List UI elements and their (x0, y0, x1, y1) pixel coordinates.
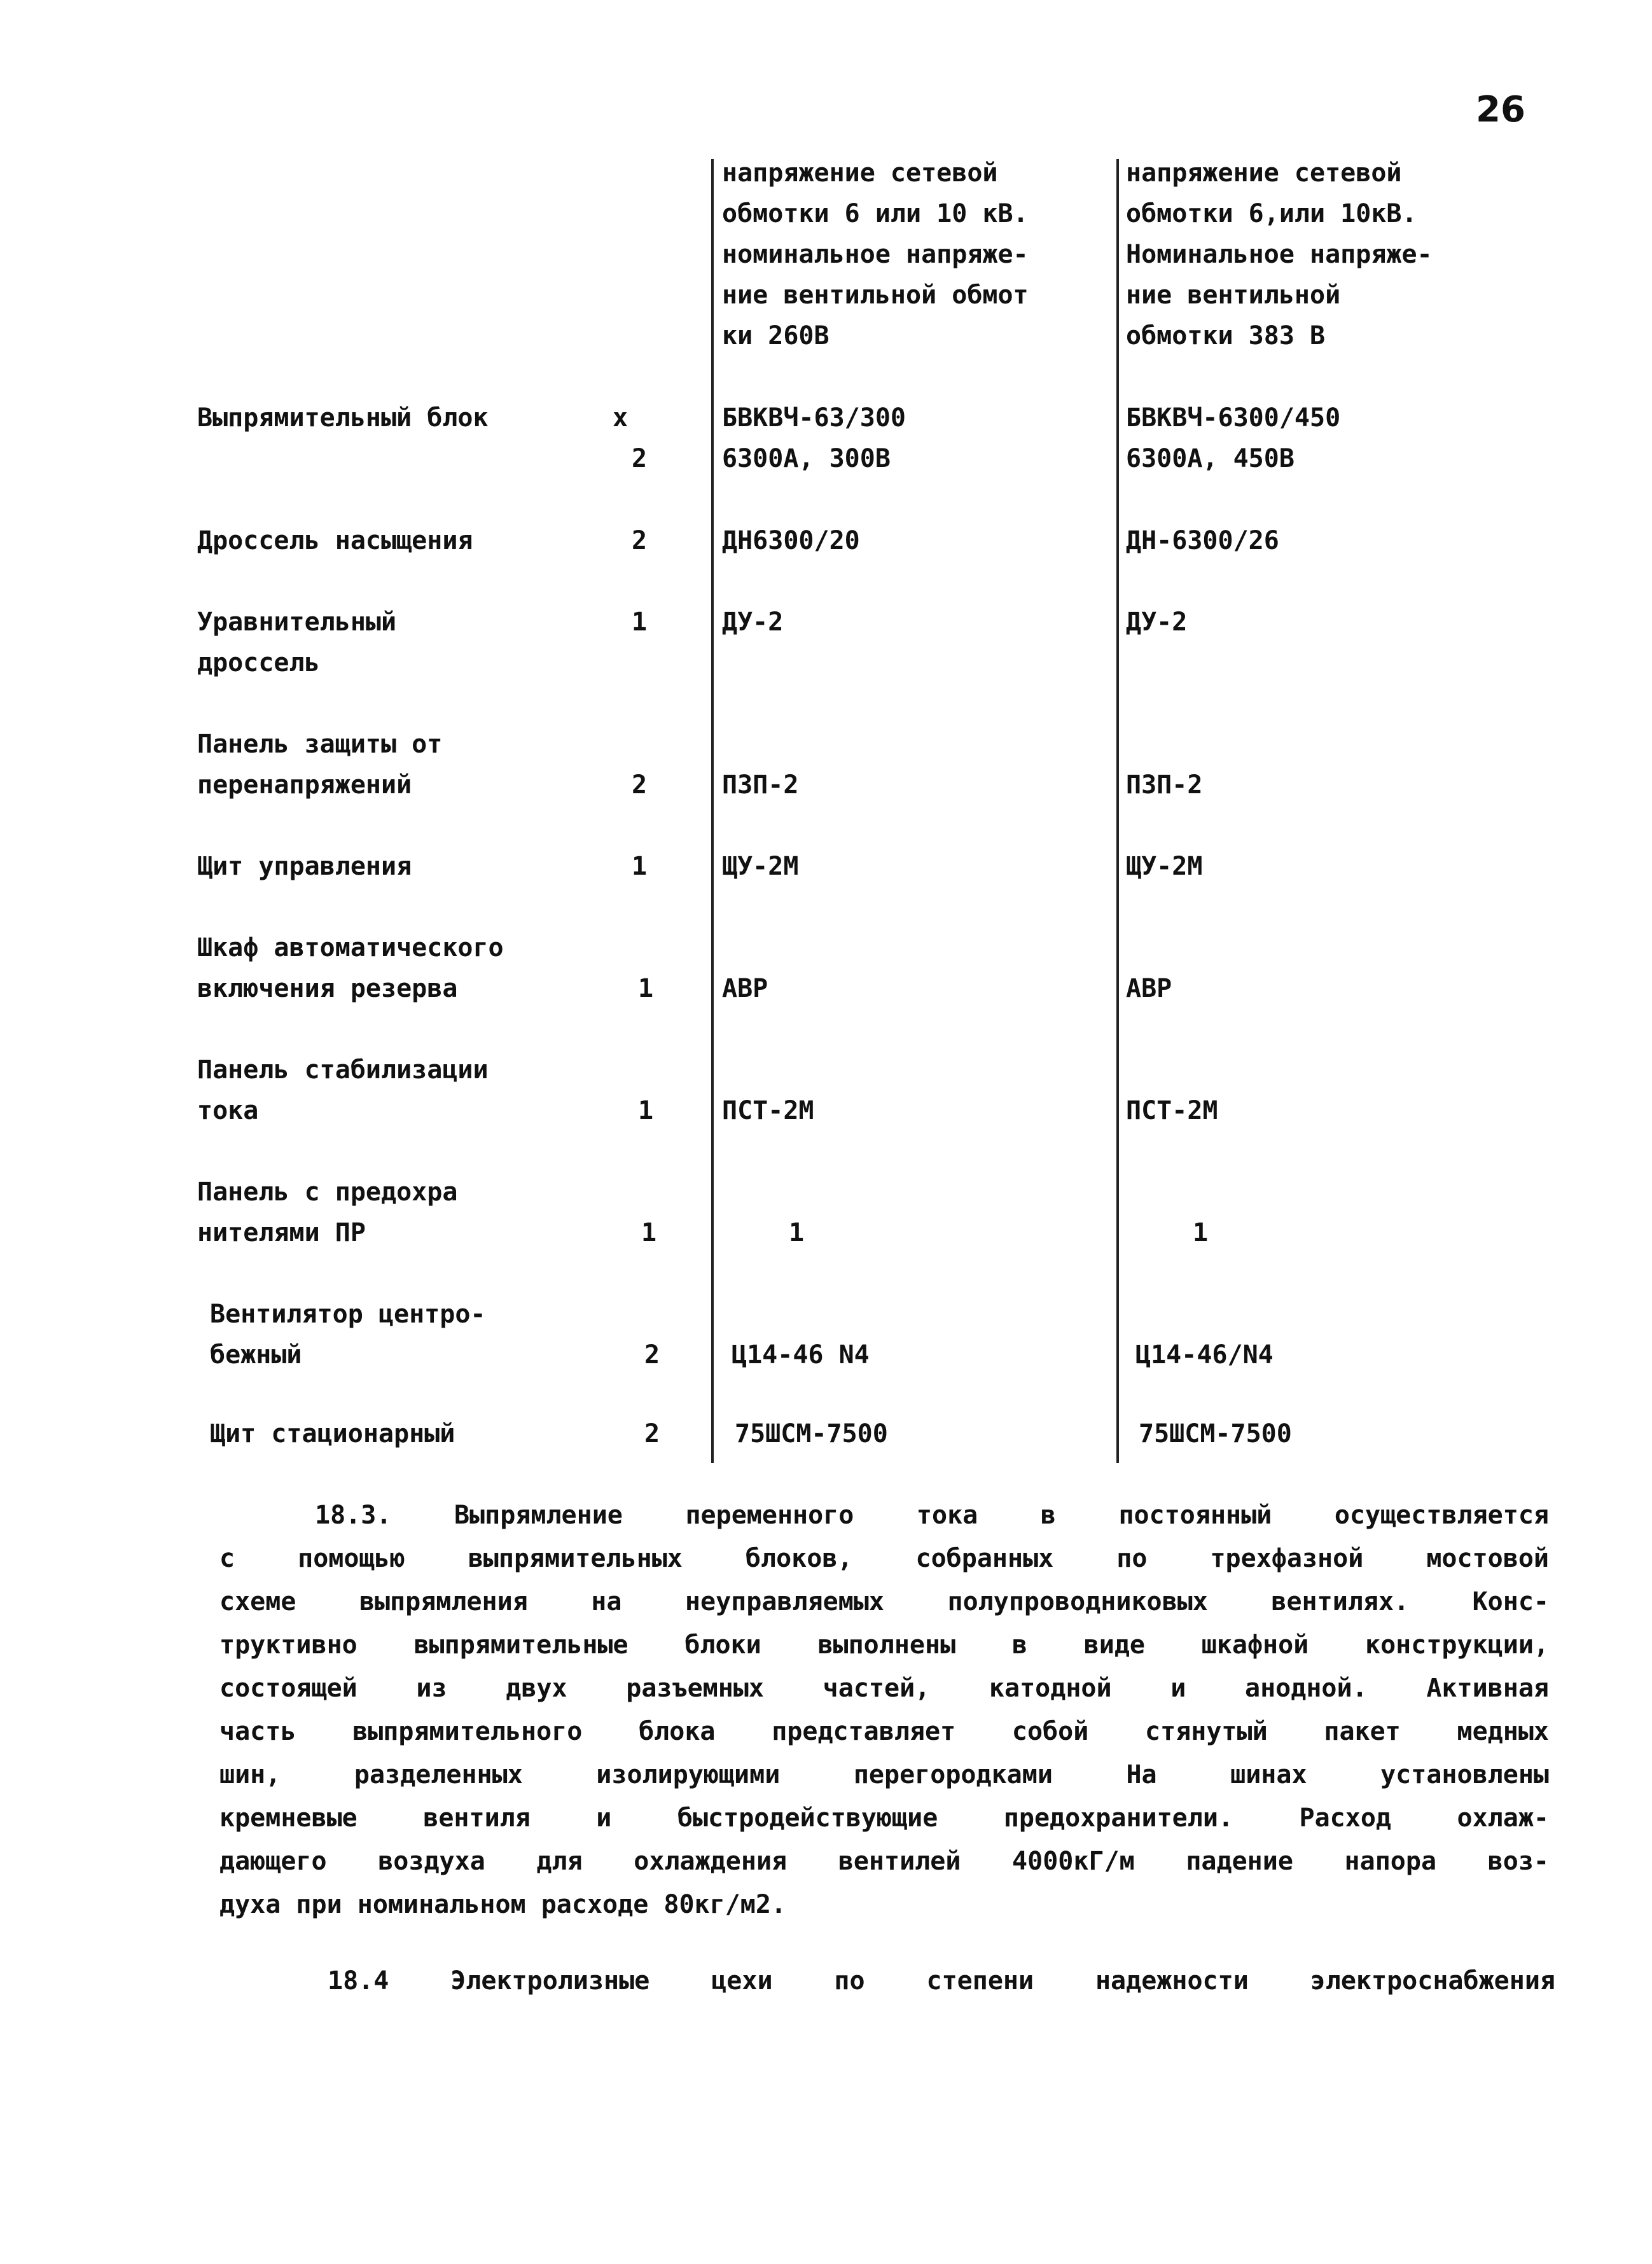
row-qty: 1 (631, 852, 648, 881)
header-col-a-line: обмотки 6 или 10 кВ. (722, 199, 1029, 228)
paragraph-line: часть выпрямительного блока представляет собой стянутый пакет медных (219, 1717, 1549, 1746)
paragraph-line: состоящей из двух разъемных частей, катодной и анодной. Активная (219, 1674, 1549, 1703)
row-value-b: ПЗП-2 (1126, 770, 1203, 800)
row-value-b: 6300А, 450В (1126, 444, 1295, 473)
row-name: Панель стабилизации (197, 1055, 489, 1085)
paragraph-line: духа при номинальном расходе 80кг/м2. (219, 1890, 787, 1919)
row-value-b: ПСТ-2М (1126, 1096, 1218, 1125)
row-value-b: АВР (1126, 974, 1172, 1003)
row-name: дроссель (197, 648, 320, 677)
header-col-b-line: обмотки 6,или 10кВ. (1126, 199, 1417, 228)
paragraph-line: труктивно выпрямительные блоки выполнены в виде шкафной конструкции, (219, 1630, 1549, 1660)
row-qty: 2 (631, 444, 648, 473)
row-name: Выпрямительный блок (197, 403, 489, 433)
row-name: Щит управления (197, 852, 412, 881)
row-name: тока (197, 1096, 259, 1125)
header-col-b-line: ние вентильной (1126, 281, 1341, 310)
row-qty: 1 (637, 1096, 654, 1125)
row-name: Шкаф автоматического (197, 933, 504, 962)
row-value-b: 75ШСМ-7500 (1139, 1419, 1292, 1448)
header-col-b-line: Номинальное напряже- (1126, 240, 1433, 269)
row-qty: х (612, 403, 628, 433)
paragraph-18-4 (328, 1959, 1555, 2003)
paragraph-line: шин, разделенных изолирующими перегородками На шинах установлены (219, 1760, 1549, 1789)
row-value-a: БВКВЧ-63/300 (722, 403, 906, 433)
row-value-a: ЩУ-2М (722, 852, 799, 881)
row-value-b: ЩУ-2М (1126, 852, 1203, 881)
column-divider-right (1116, 159, 1119, 1463)
row-name: Панель с предохра (197, 1177, 458, 1207)
paragraph-line: схеме выпрямления на неуправляемых полупроводниковых вентилях. Конс- (219, 1587, 1549, 1616)
row-qty: 1 (641, 1218, 657, 1247)
row-qty: 2 (644, 1419, 660, 1448)
paragraph-line: 18.3. Выпрямление переменного тока в постоянный осуществляется (315, 1501, 1549, 1530)
header-col-a-line: напряжение сетевой (722, 158, 998, 188)
row-value-a: ПСТ-2М (722, 1096, 814, 1125)
row-qty: 2 (631, 770, 648, 800)
row-name: Щит стационарный (210, 1419, 455, 1448)
row-qty: 2 (644, 1340, 660, 1370)
row-name: нителями ПР (197, 1218, 366, 1247)
row-value-a: 75ШСМ-7500 (735, 1419, 888, 1448)
row-value-a: 1 (789, 1218, 805, 1247)
row-name: Вентилятор центро- (210, 1300, 486, 1329)
row-qty: 1 (631, 608, 648, 637)
row-value-b: ДУ-2 (1126, 608, 1188, 637)
row-value-a: АВР (722, 974, 768, 1003)
row-name: включения резерва (197, 974, 458, 1003)
row-value-a: ДУ-2 (722, 608, 784, 637)
row-value-b: 1 (1193, 1218, 1209, 1247)
header-col-a-line: ние вентильной обмот (722, 281, 1029, 310)
row-name: бежный (210, 1340, 302, 1370)
row-value-a: 6300А, 300В (722, 444, 891, 473)
page-number: 26 (1476, 89, 1525, 130)
row-qty: 1 (637, 974, 654, 1003)
row-qty: 2 (631, 526, 648, 555)
row-name: Уравнительный (197, 608, 397, 637)
paragraph-line: кремневые вентиля и быстродействующие предохранители. Расход охлаж- (219, 1803, 1549, 1833)
row-name: Дроссель насыщения (197, 526, 473, 555)
paragraph-line: 18.4 Электролизные цехи по степени надежности электроснабжения (328, 1966, 1555, 1996)
row-value-b: Ц14-46/N4 (1135, 1340, 1274, 1370)
header-col-a-line: ки 260В (722, 321, 829, 351)
row-name: перенапряжений (197, 770, 412, 800)
header-col-b-line: обмотки 383 В (1126, 321, 1326, 351)
row-value-a: Ц14-46 N4 (732, 1340, 870, 1370)
row-value-b: ДН-6300/26 (1126, 526, 1279, 555)
row-name: Панель защиты от (197, 730, 443, 759)
row-value-b: БВКВЧ-6300/450 (1126, 403, 1341, 433)
paragraph-18-3 (219, 1494, 1549, 1926)
header-col-b-line: напряжение сетевой (1126, 158, 1402, 188)
column-divider-left (711, 159, 714, 1463)
paragraph-line: с помощью выпрямительных блоков, собранных по трехфазной мостовой (219, 1544, 1549, 1573)
row-value-a: ДН6300/20 (722, 526, 860, 555)
header-col-a-line: номинальное напряже- (722, 240, 1029, 269)
row-value-a: ПЗП-2 (722, 770, 799, 800)
paragraph-line: дающего воздуха для охлаждения вентилей 4000кГ/м падение напора воз- (219, 1847, 1549, 1876)
